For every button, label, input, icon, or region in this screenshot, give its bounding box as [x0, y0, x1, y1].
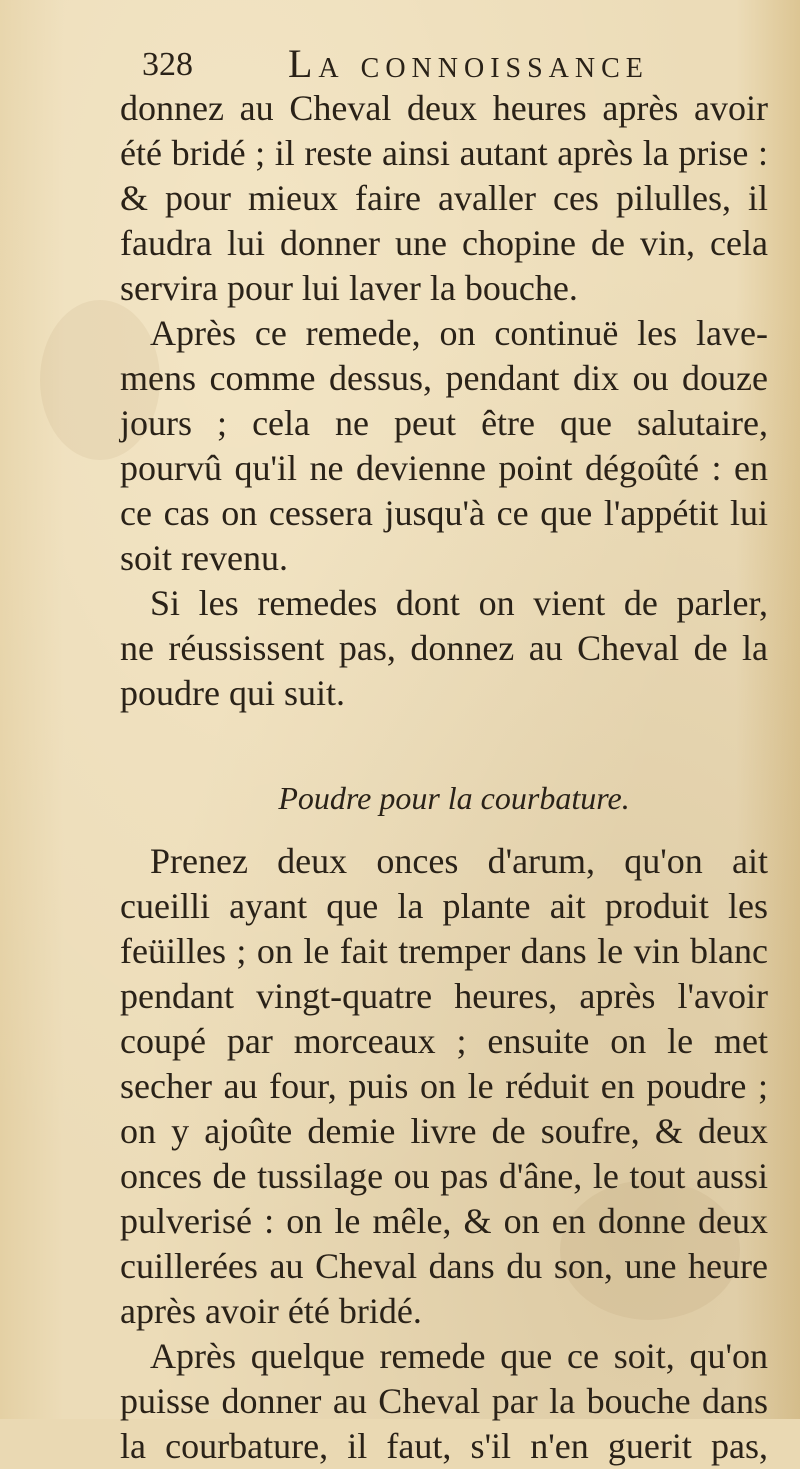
text-line: cueilli ayant que la plante ait produit les [120, 886, 768, 926]
paragraph-1 [120, 86, 768, 311]
paragraph-3 [120, 581, 768, 716]
text-line: puisse donner au Cheval par la bouche dans [120, 1381, 768, 1421]
section-spacer [120, 821, 768, 839]
body-text [120, 86, 768, 1469]
text-line: ce cas on cessera jusqu'à ce que l'appétit lui [120, 493, 768, 533]
text-line: onces de tussilage ou pas d'âne, le tout aussi [120, 1156, 768, 1196]
text-line: pendant vingt-quatre heures, après l'avoir [120, 976, 768, 1016]
text-line: Après ce remede, on continuë les lave- [150, 313, 768, 353]
text-line: & pour mieux faire avaller ces pilulles, il [120, 178, 768, 218]
text-line: servira pour lui laver la bouche. [120, 268, 578, 308]
text-line: après avoir été bridé. [120, 1291, 422, 1331]
text-line: jours ; cela ne peut être que salutaire, [120, 403, 768, 443]
section-spacer [120, 716, 768, 776]
running-title: La connoissance [288, 41, 649, 86]
text-line: pourvû qu'il ne devienne point dégoûté : en [120, 448, 768, 488]
text-line: Si les remedes dont on vient de parler, [150, 583, 768, 623]
text-line: cuillerées au Cheval dans du son, une heure [120, 1246, 768, 1286]
text-line: été bridé ; il reste ainsi autant après la prise : [120, 133, 768, 173]
text-line: Après quelque remede que ce soit, qu'on [150, 1336, 768, 1376]
text-line: la courbature, il faut, s'il n'en guerit pas, [120, 1426, 768, 1466]
paragraph-5 [120, 1334, 768, 1469]
text-line: poudre qui suit. [120, 673, 345, 713]
text-line: coupé par morceaux ; ensuite on le met [120, 1021, 768, 1061]
text-line: donnez au Cheval deux heures après avoir [120, 88, 768, 128]
text-line: ne réussissent pas, donnez au Cheval de la [120, 628, 768, 668]
text-line: mens comme dessus, pendant dix ou douze [120, 358, 768, 398]
text-line: feüilles ; on le fait tremper dans le vin blanc [120, 931, 768, 971]
text-line: soit revenu. [120, 538, 288, 578]
text-line: faudra lui donner une chopine de vin, cela [120, 223, 768, 263]
text-line: on y ajoûte demie livre de soufre, & deux [120, 1111, 768, 1151]
text-line: Prenez deux onces d'arum, qu'on ait [150, 841, 768, 881]
paragraph-4 [120, 839, 768, 1334]
text-line: secher au four, puis on le réduit en poudre ; [120, 1066, 768, 1106]
running-head [142, 40, 702, 92]
text-line: pulverisé : on le mêle, & on en donne deux [120, 1201, 768, 1241]
paragraph-2 [120, 311, 768, 581]
page-number: 328 [142, 46, 193, 83]
section-heading: Poudre pour la courbature. [278, 780, 630, 816]
